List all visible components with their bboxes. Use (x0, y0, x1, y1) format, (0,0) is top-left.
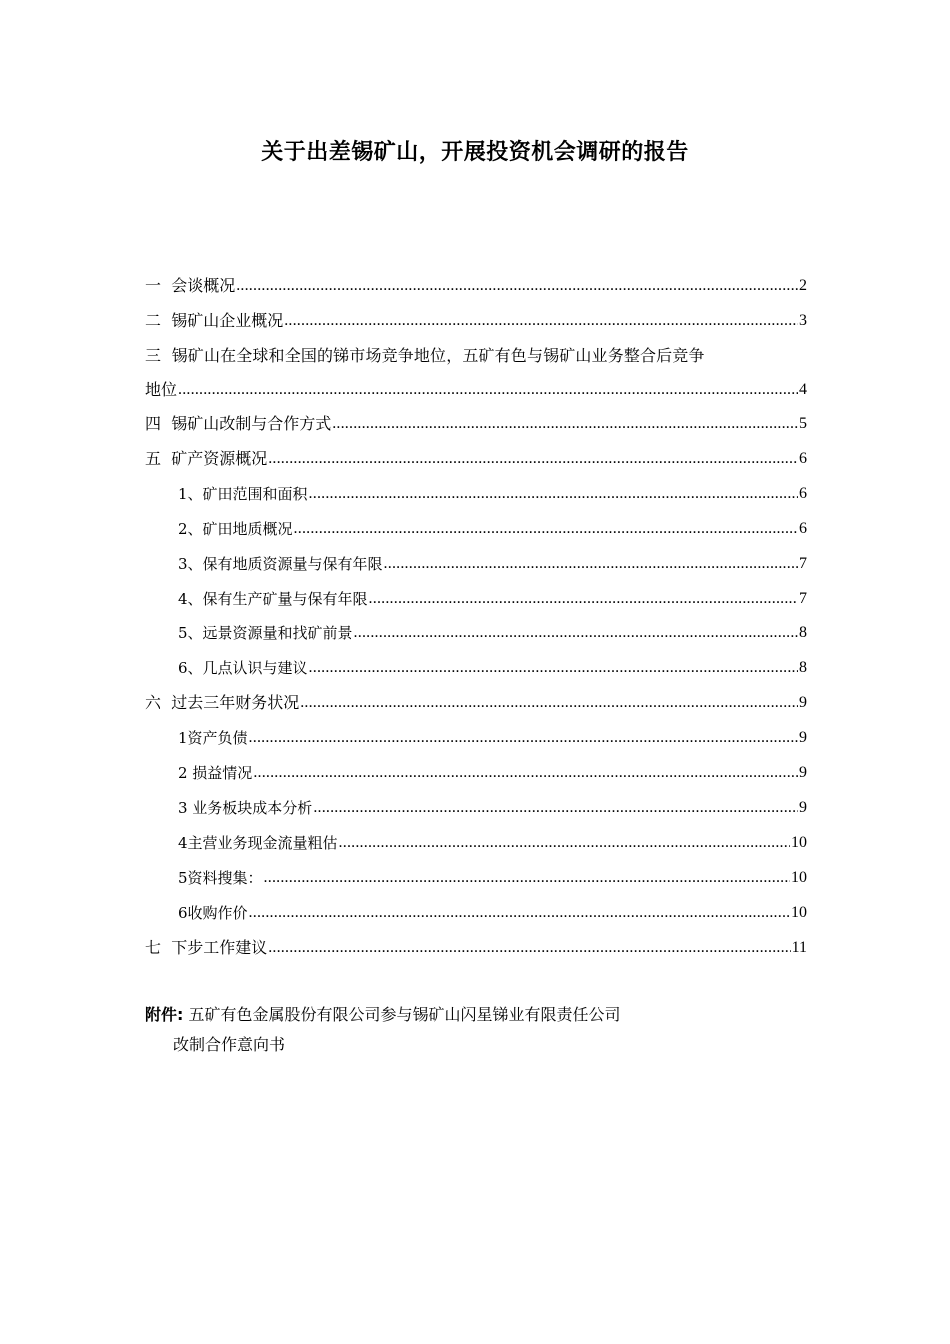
toc-subentry[interactable] (145, 553, 807, 575)
toc-leader (309, 657, 798, 679)
toc-entry[interactable] (145, 448, 807, 470)
toc-page-number: 7 (799, 590, 807, 607)
toc-entry-text: 3、保有地质资源量与保有年限 (178, 555, 383, 573)
toc-page-number: 10 (791, 834, 807, 851)
toc-leader (313, 797, 798, 819)
toc-subentry[interactable] (145, 588, 807, 610)
toc-entry[interactable] (145, 937, 807, 959)
toc-page-number: 8 (799, 624, 807, 641)
toc-page-number: 9 (799, 764, 807, 781)
toc-entry-text: 5、远景资源量和找矿前景 (178, 624, 353, 642)
toc-subentry[interactable] (145, 518, 807, 540)
toc-entry-text: 一 会谈概况 (145, 276, 236, 295)
toc-entry-text: 1资产负债 (178, 729, 248, 747)
toc-entry-text: 6、几点认识与建议 (178, 659, 308, 677)
attachment-label: 附件: (145, 1005, 184, 1024)
toc-leader (339, 832, 790, 854)
toc-entry-text: 七 下步工作建议 (145, 938, 268, 957)
toc-entry[interactable] (145, 413, 807, 435)
toc-page-number: 6 (799, 450, 807, 467)
toc-entry-text: 地位 (145, 380, 178, 399)
toc-entry-text: 2、矿田地质概况 (178, 520, 293, 538)
toc-leader (369, 588, 798, 610)
toc-leader (332, 413, 798, 435)
toc-leader (294, 518, 798, 540)
toc-subentry[interactable] (145, 483, 807, 505)
toc-entry[interactable] (145, 692, 807, 714)
toc-page-number: 4 (799, 381, 807, 398)
toc-subentry[interactable] (145, 902, 807, 924)
toc-leader (253, 762, 798, 784)
attachment-title-line1: 五矿有色金属股份有限公司参与锡矿山闪星锑业有限责任公司 (188, 1005, 621, 1024)
toc-entry-text: 2 损益情况 (178, 764, 253, 782)
toc-page-number: 10 (791, 904, 807, 921)
toc-leader (268, 937, 790, 959)
toc-page-number: 5 (799, 415, 807, 432)
toc-page-number: 3 (799, 312, 807, 329)
toc-entry-text: 5资料搜集： (178, 869, 263, 887)
toc-entry-line1[interactable]: 三 锡矿山在全球和全国的锑市场竞争地位，五矿有色与锡矿山业务整合后竞争 (145, 346, 705, 365)
toc-entry-text: 4主营业务现金流量粗估 (178, 834, 338, 852)
toc-page-number: 11 (791, 939, 807, 956)
toc-leader (309, 483, 798, 505)
toc-page-number: 9 (799, 729, 807, 746)
attachment-title-line2: 改制合作意向书 (173, 1035, 286, 1054)
toc-leader (236, 275, 798, 297)
toc-leader (384, 553, 798, 575)
toc-leader (300, 692, 798, 714)
toc-entry[interactable] (145, 310, 807, 332)
toc-entry-text: 1、矿田范围和面积 (178, 485, 308, 503)
toc-entry-text: 五 矿产资源概况 (145, 449, 268, 468)
toc-leader (178, 379, 798, 401)
attachment-note (145, 1000, 845, 1060)
toc-entry-text: 3 业务板块成本分析 (178, 799, 313, 817)
toc-leader (249, 902, 790, 924)
toc-leader (354, 622, 798, 644)
toc-subentry[interactable] (145, 657, 807, 679)
toc-page-number: 9 (799, 799, 807, 816)
toc-leader (249, 727, 798, 749)
toc-entry-text: 六 过去三年财务状况 (145, 693, 300, 712)
toc-page-number: 6 (799, 520, 807, 537)
toc-subentry[interactable] (145, 797, 807, 819)
toc-subentry[interactable] (145, 867, 807, 889)
toc-page-number: 8 (799, 659, 807, 676)
toc-page-number: 7 (799, 555, 807, 572)
toc-entry[interactable] (145, 379, 807, 401)
document-title: 关于出差锡矿山，开展投资机会调研的报告 (261, 140, 689, 165)
toc-entry-text: 4、保有生产矿量与保有年限 (178, 590, 368, 608)
toc-subentry[interactable] (145, 832, 807, 854)
toc-subentry[interactable] (145, 622, 807, 644)
toc-entry-text: 6收购作价 (178, 904, 248, 922)
toc-page-number: 10 (791, 869, 807, 886)
toc-page-number: 6 (799, 485, 807, 502)
toc-entry[interactable] (145, 275, 807, 297)
toc-entry-text: 四 锡矿山改制与合作方式 (145, 414, 332, 433)
toc-page-number: 9 (799, 694, 807, 711)
toc-entry-text: 二 锡矿山企业概况 (145, 311, 284, 330)
toc-subentry[interactable] (145, 727, 807, 749)
toc-leader (268, 448, 798, 470)
toc-page-number: 2 (799, 277, 807, 294)
toc-leader (284, 310, 798, 332)
toc-subentry[interactable] (145, 762, 807, 784)
toc-leader (264, 867, 790, 889)
